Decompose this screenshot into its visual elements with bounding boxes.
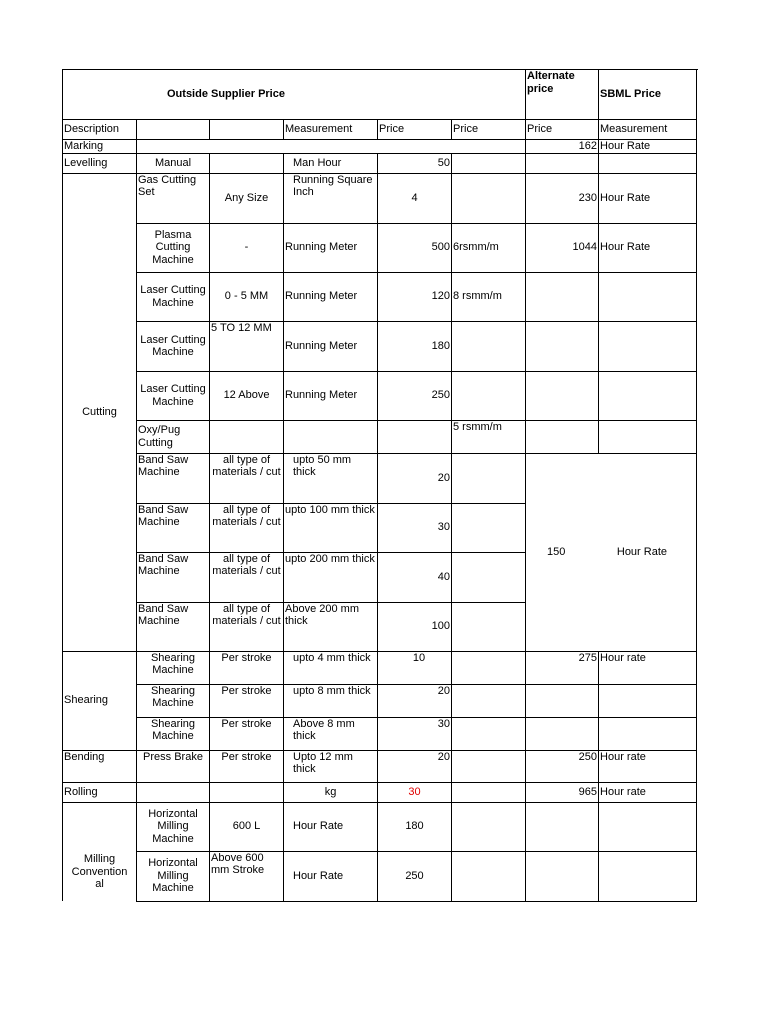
price: 250 (378, 851, 452, 901)
machine: Gas Cutting Set (137, 173, 210, 223)
price: 50 (378, 153, 452, 173)
sbml-price: 162 (526, 140, 599, 154)
spec: 0 - 5 MM (210, 272, 284, 321)
alt-price: 5 rsmm/m (452, 420, 526, 453)
column-header-row (63, 120, 697, 140)
spec: Per stroke (210, 717, 284, 750)
table-row (63, 750, 697, 782)
spec: - (210, 223, 284, 272)
price: 180 (378, 321, 452, 371)
col-alt-price: Price (452, 120, 526, 140)
measurement: upto 8 mm thick (284, 684, 378, 717)
measurement: Running Meter (284, 223, 378, 272)
machine: Band Saw Machine (137, 503, 210, 552)
price: 30 (378, 503, 452, 552)
spec: all type of materials / cut (210, 552, 284, 602)
price: 10 (378, 651, 452, 684)
table-row (63, 651, 697, 684)
machine: Shearing Machine (137, 684, 210, 717)
row-description: Marking (63, 140, 137, 154)
table-row (63, 782, 697, 802)
group-milling: Milling Conventional (63, 802, 137, 901)
measurement: upto 4 mm thick (284, 651, 378, 684)
outside-supplier-header: Outside Supplier Price (63, 70, 526, 120)
machine: Laser Cutting Machine (137, 371, 210, 420)
sbml-measurement: Hour rate (599, 750, 697, 782)
row-description: Levelling (63, 153, 137, 173)
measurement: Upto 12 mm thick (284, 750, 378, 782)
table-row (63, 420, 697, 453)
col-price: Price (378, 120, 452, 140)
price: 30 (378, 782, 452, 802)
price-table (62, 69, 697, 902)
price: 20 (378, 750, 452, 782)
measurement: Man Hour (284, 153, 378, 173)
spec: Per stroke (210, 651, 284, 684)
table-row (63, 717, 697, 750)
col-sbml-price: Price (526, 120, 599, 140)
spec: 5 TO 12 MM (210, 321, 284, 371)
spec: Any Size (210, 173, 284, 223)
spec: Per stroke (210, 750, 284, 782)
price: 180 (378, 802, 452, 851)
sbml-measurement: Hour Rate (599, 140, 697, 154)
measurement: Running Square Inch (284, 173, 378, 223)
measurement: upto 100 mm thick (284, 503, 378, 552)
table-row (63, 453, 697, 503)
table-row (63, 173, 697, 223)
group-shearing: Shearing (63, 651, 137, 750)
machine: Band Saw Machine (137, 552, 210, 602)
machine: Press Brake (137, 750, 210, 782)
machine: Oxy/Pug Cutting (137, 420, 210, 453)
spec: 600 L (210, 802, 284, 851)
machine: Horizontal Milling Machine (137, 851, 210, 901)
table-row (63, 153, 697, 173)
spec: 12 Above (210, 371, 284, 420)
sbml-price: 1044 (526, 223, 599, 272)
sbml-price: 230 (526, 173, 599, 223)
sbml-measurement: Hour rate (599, 651, 697, 684)
sbml-price: 150 (547, 545, 566, 558)
measurement: Hour Rate (284, 851, 378, 901)
machine: Band Saw Machine (137, 453, 210, 503)
row-description: Rolling (63, 782, 137, 802)
price: 100 (378, 602, 452, 651)
sbml-measurement: Hour Rate (599, 223, 697, 272)
table-row (63, 140, 697, 154)
price: 250 (378, 371, 452, 420)
price: 20 (378, 453, 452, 503)
table-row (63, 272, 697, 321)
sbml-measurement: Hour Rate (616, 545, 668, 558)
sbml-price: 965 (526, 782, 599, 802)
col-sbml-measurement: Measurement (599, 120, 697, 140)
machine: Horizontal Milling Machine (137, 802, 210, 851)
spec: all type of materials / cut (210, 453, 284, 503)
sbml-measurement: Hour rate (599, 782, 697, 802)
spec: all type of materials / cut (210, 503, 284, 552)
measurement: Hour Rate (284, 802, 378, 851)
price: 40 (378, 552, 452, 602)
sbml-measurement: Hour Rate (599, 173, 697, 223)
price: 20 (378, 684, 452, 717)
measurement: Above 200 mm thick (284, 602, 378, 651)
col-measurement: Measurement (284, 120, 378, 140)
machine: Manual (137, 153, 210, 173)
band-saw-sbml-cell (526, 453, 697, 651)
measurement: Above 8 mm thick (284, 717, 378, 750)
machine: Laser Cutting Machine (137, 321, 210, 371)
table-row (63, 802, 697, 851)
table-row (63, 371, 697, 420)
price: 500 (378, 223, 452, 272)
col-description: Description (63, 120, 137, 140)
measurement: Running Meter (284, 321, 378, 371)
price: 4 (378, 173, 452, 223)
sbml-price: 275 (526, 651, 599, 684)
alternate-price-header: Alternate price (526, 70, 599, 120)
table-row (63, 684, 697, 717)
measurement: upto 200 mm thick (284, 552, 378, 602)
measurement: kg (284, 782, 378, 802)
measurement: Running Meter (284, 272, 378, 321)
alt-price: 8 rsmm/m (452, 272, 526, 321)
measurement: Running Meter (284, 371, 378, 420)
spec: Above 600 mm Stroke (210, 851, 284, 901)
sbml-price: 250 (526, 750, 599, 782)
table-row (63, 321, 697, 371)
machine: Laser Cutting Machine (137, 272, 210, 321)
machine: Shearing Machine (137, 651, 210, 684)
measurement: upto 50 mm thick (284, 453, 378, 503)
sbml-price-header: SBML Price (599, 70, 697, 120)
table-row (63, 851, 697, 901)
row-description: Bending (63, 750, 137, 782)
table-row (63, 223, 697, 272)
price: 120 (378, 272, 452, 321)
machine: Plasma Cutting Machine (137, 223, 210, 272)
spec: Per stroke (210, 684, 284, 717)
alt-price: 6rsmm/m (452, 223, 526, 272)
price: 30 (378, 717, 452, 750)
group-cutting: Cutting (63, 173, 137, 651)
machine: Band Saw Machine (137, 602, 210, 651)
spec: all type of materials / cut (210, 602, 284, 651)
machine: Shearing Machine (137, 717, 210, 750)
header-row (63, 70, 697, 120)
